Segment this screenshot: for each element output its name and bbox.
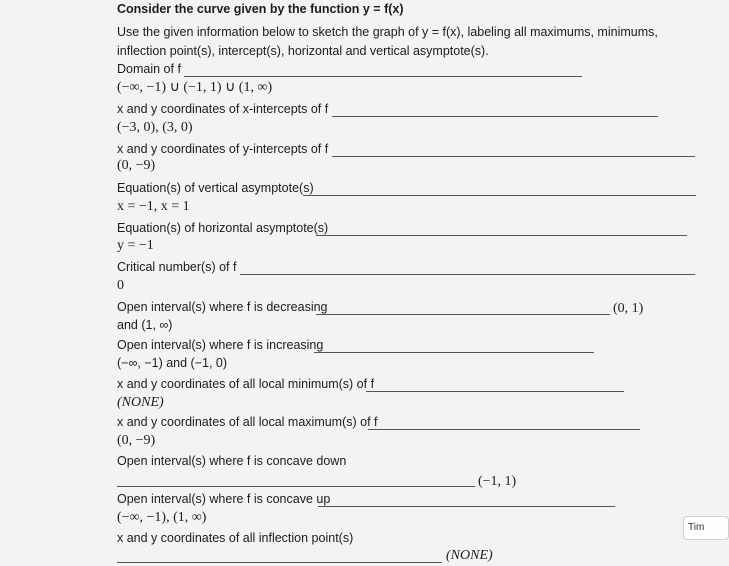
timer-button[interactable]: Tim — [683, 516, 729, 540]
inflection-points-label: x and y coordinates of all inflection point(s) — [117, 531, 354, 545]
local-maximum-label: x and y coordinates of all local maximum(s) of f — [117, 415, 378, 429]
local-maximum-answer: (0, −9) — [117, 433, 156, 448]
critical-numbers-answer-line[interactable] — [240, 274, 695, 275]
y-intercepts-answer: (0, −9) — [117, 158, 156, 173]
concave-up-answer-line[interactable] — [318, 506, 615, 507]
concave-down-answer-line[interactable] — [117, 486, 475, 487]
y-intercepts-label: x and y coordinates of y-intercepts of f — [117, 142, 329, 156]
decreasing-intervals-inline-answer: (0, 1) — [613, 301, 644, 316]
vertical-asymptotes-answer: x = −1, x = 1 — [117, 199, 190, 214]
domain-answer: (−∞, −1) ∪ (−1, 1) ∪ (1, ∞) — [117, 80, 273, 95]
increasing-intervals-answer: (−∞, −1) and (−1, 0) — [117, 356, 228, 370]
inflection-points-answer-line[interactable] — [117, 562, 442, 563]
instructions-line-2: inflection point(s), intercept(s), horizontal and vertical asymptote(s). — [117, 44, 489, 58]
x-intercepts-answer-line[interactable] — [332, 116, 658, 117]
horizontal-asymptotes-answer-line[interactable] — [316, 235, 687, 236]
page-title: Consider the curve given by the function y = f(x) — [117, 2, 404, 16]
vertical-asymptotes-label: Equation(s) of vertical asymptote(s) — [117, 181, 314, 195]
concave-down-inline-answer: (−1, 1) — [478, 474, 517, 489]
horizontal-asymptotes-label: Equation(s) of horizontal asymptote(s) — [117, 221, 329, 235]
local-minimum-label: x and y coordinates of all local minimum(s) of f — [117, 377, 375, 391]
horizontal-asymptotes-answer: y = −1 — [117, 238, 154, 253]
decreasing-intervals-answer-line[interactable] — [316, 314, 610, 315]
increasing-intervals-answer-line[interactable] — [314, 352, 594, 353]
concave-up-answer: (−∞, −1), (1, ∞) — [117, 510, 207, 525]
critical-numbers-label: Critical number(s) of f — [117, 260, 237, 274]
domain-answer-line[interactable] — [184, 76, 582, 77]
local-maximum-answer-line[interactable] — [368, 429, 640, 430]
x-intercepts-answer: (−3, 0), (3, 0) — [117, 120, 193, 135]
inflection-points-inline-answer: (NONE) — [446, 548, 493, 563]
instructions-line-1: Use the given information below to sketch the graph of y = f(x), labeling all maximums, minimums, — [117, 25, 658, 39]
x-intercepts-label: x and y coordinates of x-intercepts of f — [117, 102, 329, 116]
critical-numbers-answer: 0 — [117, 278, 124, 293]
domain-label: Domain of f — [117, 62, 181, 76]
local-minimum-answer: (NONE) — [117, 395, 164, 410]
increasing-intervals-label: Open interval(s) where f is increasing — [117, 338, 324, 352]
decreasing-intervals-label: Open interval(s) where f is decreasing — [117, 300, 328, 314]
decreasing-intervals-answer: and (1, ∞) — [117, 318, 173, 332]
vertical-asymptotes-answer-line[interactable] — [303, 195, 696, 196]
concave-down-label: Open interval(s) where f is concave down — [117, 454, 347, 468]
concave-up-label: Open interval(s) where f is concave up — [117, 492, 331, 506]
local-minimum-answer-line[interactable] — [366, 391, 624, 392]
y-intercepts-answer-line[interactable] — [332, 156, 695, 157]
